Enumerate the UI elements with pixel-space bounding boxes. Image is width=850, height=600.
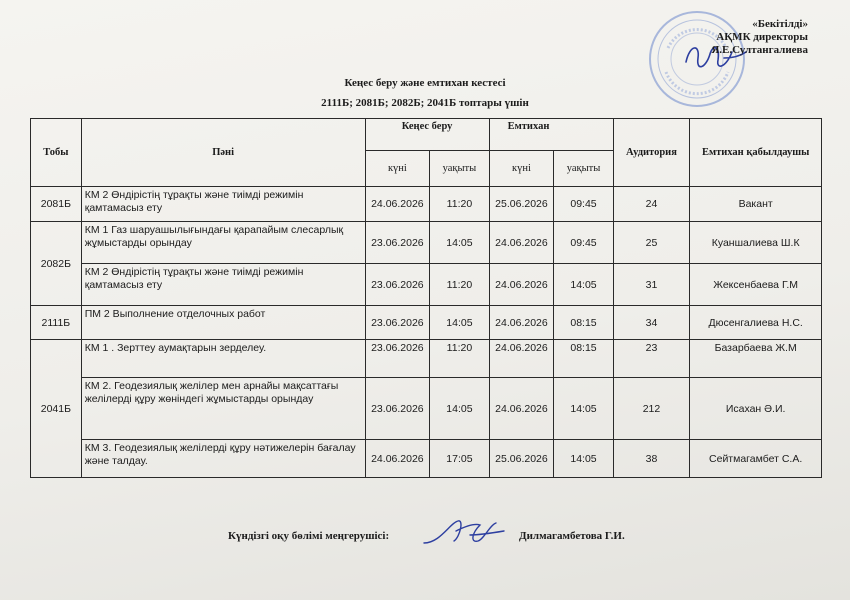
table-row	[31, 440, 822, 478]
group-cell: 2041Б	[31, 340, 82, 478]
subject-cell: КМ 2. Геодезиялық желілер мен арнайы мақсаттағы желілерді құру жөніндегі жұмыстарды орындау	[81, 378, 365, 440]
consult-time-cell: 14:05	[430, 222, 489, 264]
room-cell: 34	[613, 306, 690, 340]
consult-date-cell: 24.06.2026	[365, 440, 430, 478]
exam-time-cell: 14:05	[554, 378, 613, 440]
exam-date-cell: 24.06.2026	[489, 378, 554, 440]
approval-director-name: Я.Е.Султангалиева	[711, 44, 808, 56]
examiner-cell: Вакант	[690, 187, 822, 222]
examiner-cell: Дюсенгалиева Н.С.	[690, 306, 822, 340]
examiner-cell: Базарбаева Ж.М	[690, 340, 822, 378]
subheader-consult-day: күні	[365, 151, 430, 187]
head-signature	[420, 513, 506, 555]
schedule-table	[30, 118, 822, 478]
header-consultation: Кеңес беру	[365, 119, 489, 151]
consult-date-cell: 23.06.2026	[365, 378, 430, 440]
consult-date-cell: 23.06.2026	[365, 222, 430, 264]
footer-head-name: Дилмагамбетова Г.И.	[519, 530, 625, 542]
table-row	[31, 187, 822, 222]
subject-cell: КМ 2 Өндірістің тұрақты және тиімді режимін қамтамасыз ету	[81, 264, 365, 306]
approval-block	[711, 18, 808, 57]
subject-cell: КМ 3. Геодезиялық желілерді құру нәтижелерін бағалау және талдау.	[81, 440, 365, 478]
consult-time-cell: 11:20	[430, 187, 489, 222]
examiner-cell: Жексенбаева Г.М	[690, 264, 822, 306]
exam-date-cell: 25.06.2026	[489, 187, 554, 222]
consult-date-cell: 23.06.2026	[365, 264, 430, 306]
exam-date-cell: 24.06.2026	[489, 340, 554, 378]
subject-cell: КМ 1 . Зерттеу аумақтарын зерделеу.	[81, 340, 365, 378]
group-cell: 2111Б	[31, 306, 82, 340]
subject-cell: КМ 1 Газ шаруашылығындағы қарапайым слесарлық жұмыстарды орындау	[81, 222, 365, 264]
approval-heading: «Бекітілді»	[752, 18, 808, 30]
header-group: Тобы	[31, 119, 82, 187]
consult-time-cell: 14:05	[430, 306, 489, 340]
exam-time-cell: 09:45	[554, 222, 613, 264]
exam-time-cell: 09:45	[554, 187, 613, 222]
consult-date-cell: 23.06.2026	[365, 340, 430, 378]
header-row	[31, 119, 822, 151]
room-cell: 212	[613, 378, 690, 440]
exam-time-cell: 08:15	[554, 306, 613, 340]
exam-time-cell: 14:05	[554, 440, 613, 478]
subheader-consult-time: уақыты	[430, 151, 489, 187]
table-row	[31, 306, 822, 340]
subject-cell: ПМ 2 Выполнение отделочных работ	[81, 306, 365, 340]
exam-date-cell: 24.06.2026	[489, 264, 554, 306]
consult-time-cell: 14:05	[430, 378, 489, 440]
document-title: Кеңес беру және емтихан кестесі	[344, 77, 506, 89]
consult-date-cell: 23.06.2026	[365, 306, 430, 340]
exam-time-cell: 14:05	[554, 264, 613, 306]
footer-position-label: Күндізгі оқу бөлімі меңгерушісі:	[228, 530, 390, 542]
exam-date-cell: 24.06.2026	[489, 306, 554, 340]
room-cell: 24	[613, 187, 690, 222]
consult-time-cell: 11:20	[430, 264, 489, 306]
table-row	[31, 222, 822, 264]
header-examiner: Емтихан қабылдаушы	[690, 119, 822, 187]
approval-position: АҚМК директоры	[716, 31, 808, 43]
subject-cell: КМ 2 Өндірістің тұрақты және тиімді режимін қамтамасыз ету	[81, 187, 365, 222]
exam-time-cell: 08:15	[554, 340, 613, 378]
examiner-cell: Сейтмагамбет С.А.	[690, 440, 822, 478]
header-room: Аудитория	[613, 119, 690, 187]
document-subtitle: 2111Б; 2081Б; 2082Б; 2041Б топтары үшін	[321, 97, 529, 109]
exam-date-cell: 24.06.2026	[489, 222, 554, 264]
table-row	[31, 264, 822, 306]
header-exam: Емтихан	[489, 119, 613, 151]
table-row	[31, 340, 822, 378]
room-cell: 31	[613, 264, 690, 306]
room-cell: 23	[613, 340, 690, 378]
room-cell: 25	[613, 222, 690, 264]
header-subject: Пәні	[81, 119, 365, 187]
consult-time-cell: 11:20	[430, 340, 489, 378]
group-cell: 2081Б	[31, 187, 82, 222]
subheader-exam-day: күні	[489, 151, 554, 187]
exam-date-cell: 25.06.2026	[489, 440, 554, 478]
examiner-cell: Исахан Ә.И.	[690, 378, 822, 440]
subheader-exam-time: уақыты	[554, 151, 613, 187]
table-row	[31, 378, 822, 440]
consult-date-cell: 24.06.2026	[365, 187, 430, 222]
group-cell: 2082Б	[31, 222, 82, 306]
examiner-cell: Куаншалиева Ш.К	[690, 222, 822, 264]
consult-time-cell: 17:05	[430, 440, 489, 478]
room-cell: 38	[613, 440, 690, 478]
